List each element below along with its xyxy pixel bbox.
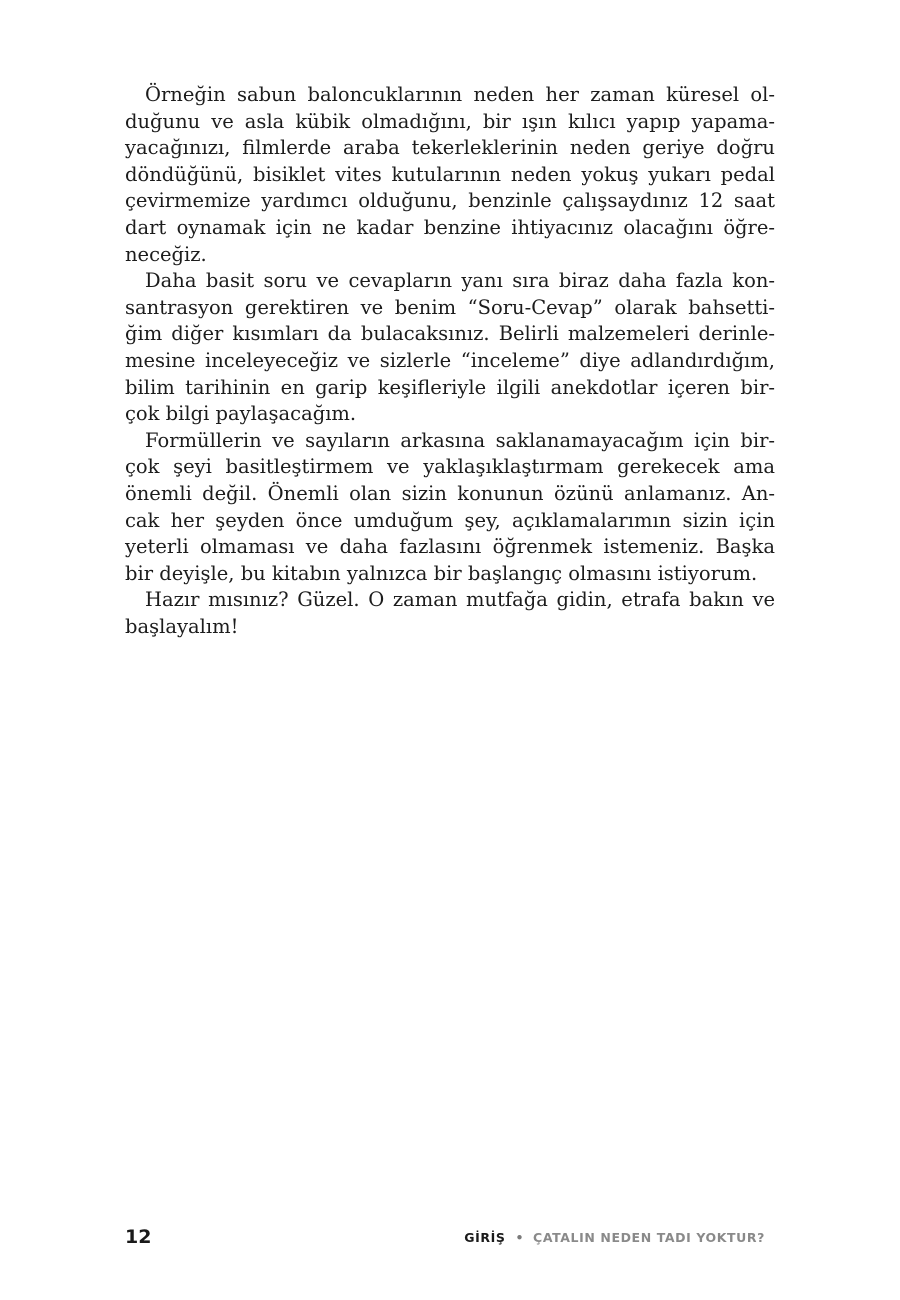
page-footer <box>125 1226 765 1250</box>
text-line: Örneğin sabun baloncuklarının neden her zaman küresel ol- <box>145 83 775 106</box>
paragraph <box>125 428 775 588</box>
text-line: yeterli olmaması ve daha fazlasını öğrenmek istemeniz. Başka <box>125 535 775 559</box>
text-line: çevirmemize yardımcı olduğunu, benzinle çalışsaydınız 12 saat <box>125 189 775 213</box>
text-line: bir deyişle, bu kitabın yalnızca bir başlangıç olmasını istiyorum. <box>125 561 758 585</box>
paragraph <box>125 587 775 640</box>
text-line: duğunu ve asla kübik olmadığını, bir ışın kılıcı yapıp yapama- <box>125 109 775 133</box>
text-line: mesine inceleyeceğiz ve sizlerle “inceleme” diye adlandırdığım, <box>125 348 775 372</box>
text-line: çok bilgi paylaşacağım. <box>125 402 357 426</box>
bullet-separator: • <box>515 1230 525 1245</box>
text-line: yacağınızı, filmlerde araba tekerleklerinin neden geriye doğru <box>125 136 775 160</box>
text-line: döndüğünü, bisiklet vites kutularının neden yokuş yukarı pedal <box>125 162 775 186</box>
text-line: Formüllerin ve sayıların arkasına saklanamayacağım için bir- <box>145 428 775 452</box>
paragraph <box>125 268 775 428</box>
text-line: cak her şeyden önce umduğum şey, açıklamalarımın sizin için <box>125 508 775 532</box>
text-line: Daha basit soru ve cevapların yanı sıra biraz daha fazla kon- <box>145 269 775 293</box>
text-line: bilim tarihinin en garip keşifleriyle ilgili anekdotlar içeren bir- <box>125 375 775 399</box>
text-line: çok şeyi basitleştirmem ve yaklaşıklaştırmam gerekecek ama <box>125 455 775 479</box>
body-text <box>125 82 775 640</box>
text-line: dart oynamak için ne kadar benzine ihtiyacınız olacağını öğre- <box>125 215 775 239</box>
text-line: santrasyon gerektiren ve benim “Soru-Cevap” olarak bahsetti- <box>125 295 775 319</box>
text-line: önemli değil. Önemli olan sizin konunun özünü anlamanız. An- <box>125 481 775 505</box>
page-number: 12 <box>125 1226 152 1248</box>
running-head <box>464 1230 765 1245</box>
section-title: GİRİŞ <box>464 1230 506 1245</box>
text-line: Hazır mısınız? Güzel. O zaman mutfağa gidin, etrafa bakın ve <box>145 588 775 612</box>
text-line: ğim diğer kısımları da bulacaksınız. Belirli malzemeleri derinle- <box>125 322 775 346</box>
text-line: neceğiz. <box>125 242 207 266</box>
book-title: ÇATALIN NEDEN TADI YOKTUR? <box>533 1230 765 1245</box>
text-line: başlayalım! <box>125 614 239 638</box>
paragraph <box>125 82 775 268</box>
